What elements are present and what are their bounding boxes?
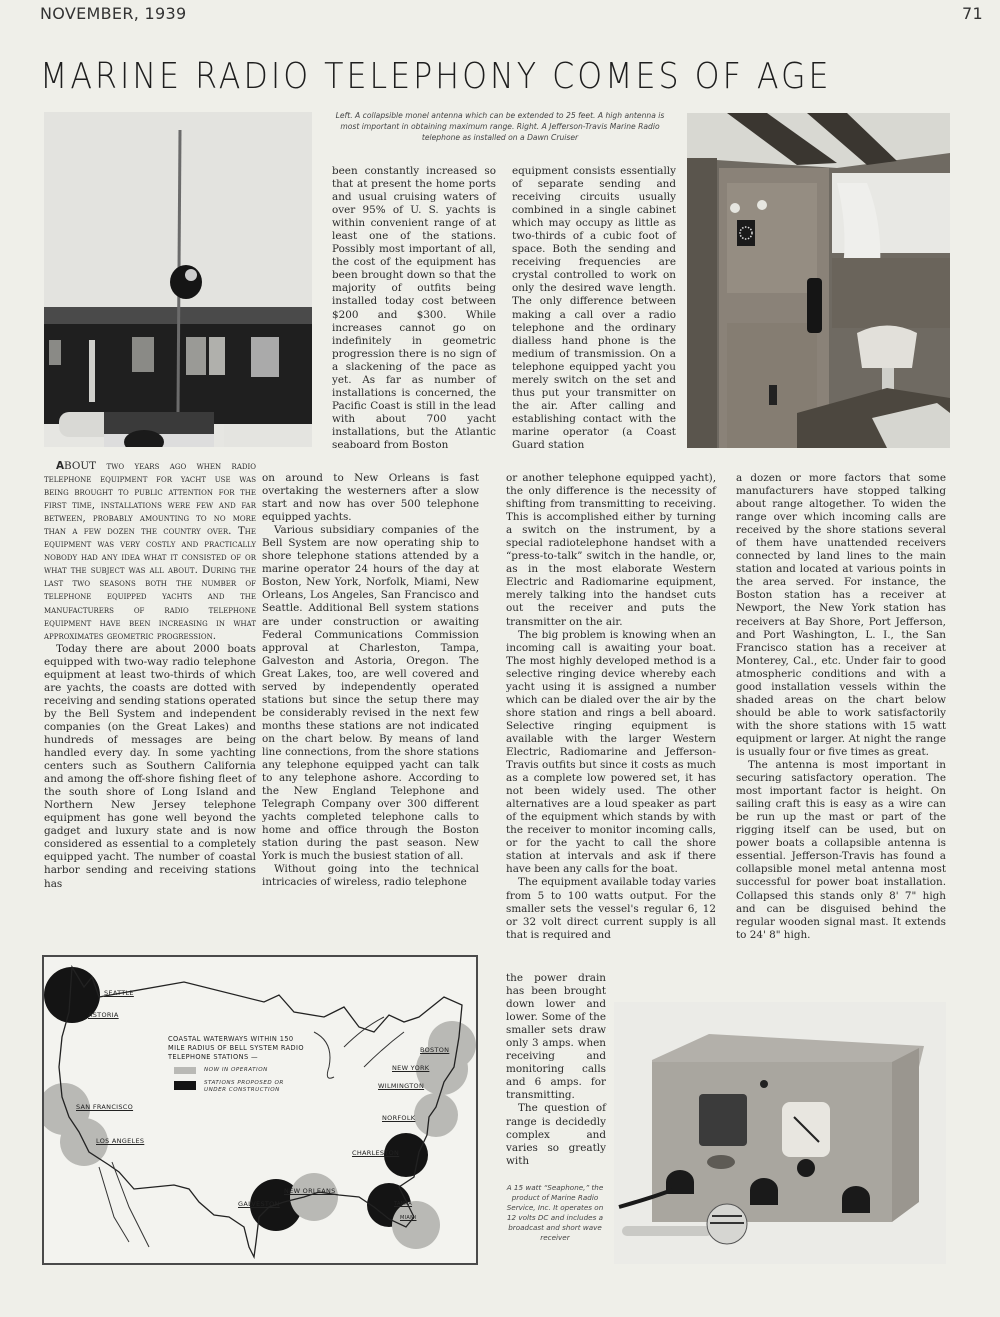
col3-narrow-paragraph-1: the power drain has been brought down lower and lower. Some of the smaller sets draw only 3 amps. when receiving and monitoring calls and 6 amps. for transmitting. [506,972,606,1102]
station-label-wilmington: WILMINGTON [378,1082,425,1090]
drop-cap: A [56,460,65,472]
col4-paragraph-2: The antenna is most important in securing satisfactory operation. The most important factor is height. On sailing craft this is easy as a wire can be run up the mast or part of the rigging itself can be used, but on power boats a collapsible antenna is essential. Jefferson-Travis has found a collapsible monel metal antenna most successful for power boat installation. Collapsed this stands only 8' 7" high and can be disguised behind the regular wooden signal mast. It extends to 24' 8" high. [736,759,946,941]
col4-paragraph-1: a dozen or more factors that some manufacturers have stopped talking about range altogether. To widen the range over which incoming calls are received by the shore stations several of them have unattended receivers connected by land lines to the main station and located at various points in the area served. For instance, the Boston station has a receiver at Newport, the New York station has receivers at Bay Shore, Port Jefferson, and Port Washington, L. I., the San Francisco station has a receiver at Monterey, Cal., etc. Under fair to good atmospheric conditions and with a good installation vessels within the shaded areas on the chart below should be able to work satisfactorily with the shore stations with 15 watt equipment or larger. At night the range is usually four or five times as great. [736,472,946,758]
column-3-top-text [512,165,676,452]
column-2-top-text [332,165,496,452]
column-1-text [44,460,256,891]
boston-coverage [428,1021,476,1069]
col3-top-paragraph: equipment consists essentially of separate sending and receiving circuits usually combined in a single cabinet which may occupy as little as two-thirds of a cubic foot of space. Both the sending and receiving frequencies are crystal controlled to work on only the desired wave length. The only difference between making a call over a radio telephone and the ordinary dialless hand phone is the medium of transmission. On a telephone equipped yacht you merely switch on the set and thus put your transmitter on the air. After calling and establishing contact with the marine operator (a Coast Guard station [512,165,676,451]
column-3-text [506,472,716,942]
antenna-photo [44,112,312,447]
col3-paragraph-3: The equipment available today varies from 5 to 100 watts output. For the smaller sets the vessel's regular 6, 12 or 32 volt direct current supply is all that is required and [506,876,716,941]
top-photo-caption: Left. A collapsible monel antenna which can be extended to 25 feet. A high antenna is most important in obtaining maximum range. Right. A Jefferson-Travis Marine Radio telephone as installed on a Dawn Cruiser [335,111,665,142]
station-label-new-york: NEW YORK [392,1064,430,1072]
station-label-los-angeles: LOS ANGELES [96,1137,145,1145]
norfolk-coverage [414,1093,458,1137]
map-legend-title: COASTAL WATERWAYS WITHIN 150 MILE RADIUS OF BELL SYSTEM RADIO TELEPHONE STATIONS — [168,1035,304,1061]
col1-paragraph-1-body: BOUT two years ago when radio telephone equipment for yacht use was being brought to public attention for the first time, installations were few and far between, probably amounting to no more than a few dozen the country over. The equipment was very costly and practically nobody had any idea what it consisted of or what the subject was all about. During the last two seasons both the number of telephone equipped yachts and the manufacturers of radio telephone equipment have been increasing in what approximates geometric progression. [44,460,256,642]
col2-top-paragraph: been constantly increased so that at present the home ports and usual cruising waters of over 95% of U. S. yachts is within convenient range of at least one of the stations. Possibly most important of all, the cost of the equipment has been brought down so that the majority of outfits being installed today cost between $200 and $300. While increases cannot go on indefinitely in geometric progression there is no sign of a slackening of the pace as yet. As far as number of installations is concerned, the Pacific Coast is still in the lead with about 700 yacht installations, but the Atlantic seaboard from Boston [332,165,496,451]
station-label-galveston: GALVESTON [238,1200,280,1208]
col2-paragraph-1: on around to New Orleans is fast overtaking the westerners after a slow start and now has over 500 telephone equipped yachts. [262,472,479,524]
coastal-coverage-map [42,955,478,1265]
col3-paragraph-2: The big problem is knowing when an incoming call is awaiting your boat. The most highly developed method is a selective ringing device whereby each yacht using it is assigned a number which can be dialed over the air by the shore station and rings a bell aboard. Selective ringing equipment is available with the larger Western Electric, Radiomarine and Jefferson-Travis outfits but since it costs as much as a complete low powered set, it has not been widely used. The other alternatives are a loud speaker as part of the equipment which stands by with the receiver to monitor incoming calls, or for the yacht to call the shore station at intervals and ask if there have been any calls for the boat. [506,628,716,876]
seaphone-radio-photo [614,1002,946,1264]
col1-paragraph-1 [44,460,256,643]
new-orleans-coverage [290,1173,338,1221]
station-label-boston: BOSTON [420,1046,450,1054]
antenna-photo-drawing [44,112,312,447]
col3-paragraph-1: or another telephone equipped yacht), the only difference is the necessity of shifting from transmitting to receiving. This is accomplished either by turning a switch on the instrument, by a special radiotelephone handset with a “press-to-talk” switch in the handle, or, as in the most elaborate Western Electric and Radiomarine equipment, merely talking into the handset cuts out the receiver and puts the transmitter on the air. [506,472,716,628]
legend-operation-label: NOW IN OPERATION [204,1067,268,1073]
legend-proposed-swatch [174,1081,196,1090]
station-label-astoria: ASTORIA [88,1011,119,1019]
station-label-charleston: CHARLESTON [352,1149,400,1157]
article-title: MARINE RADIO TELEPHONY COMES OF AGE [40,56,832,97]
col2-paragraph-2: Various subsidiary companies of the Bell System are now operating ship to shore telephone stations attended by a marine operator 24 hours of the day at Boston, New York, Norfolk, Miami, New Orleans, Los Angeles, San Francisco and Seattle. Additional Bell system stations are under construction or awaiting Federal Communications Commission approval at Charleston, Tampa, Galveston and Astoria, Oregon. The Great Lakes, too, are well covered and served by independently operated stations but since the setup there may be considerably revised in the next few months these stations are not indicated on the chart below. By means of land line connections, from the shore stations any telephone equipped yacht can talk to any telephone ashore. According to the New England Telephone and Telegraph Company over 300 different yachts completed telephone calls to home and office through the Boston station during the past season. New York is much the busiest station of all. [262,524,479,863]
station-label-new-orleans: NEW ORLEANS [284,1187,336,1195]
column-3-narrow-text [506,972,606,1168]
legend-operation-swatch [174,1067,196,1074]
station-label-miami: MIAMI [400,1215,417,1221]
col3-narrow-paragraph-2: The question of range is decidedly complex and varies so greatly with [506,1102,606,1167]
station-label-norfolk: NORFOLK [382,1114,416,1122]
column-4-text [736,472,946,942]
station-label-seattle: SEATTLE [104,989,134,997]
col1-paragraph-2: Today there are about 2000 boats equipped with two-way radio telephone equipment at least two-thirds of which are yachts, the coasts are dotted with receiving and sending stations operated by the Bell System and independent companies (on the Great Lakes) and hundreds of messages are being handled every day. In some yachting centers such as Southern California and among the off-shore fishing fleet of the south shore of Long Island and Northern New Jersey telephone equipment has gone well beyond the gadget and luxury state and is now considered as essential to a completely equipped yacht. The number of coastal harbor sending and receiving stations has [44,642,256,890]
station-label-tampa: TAMPA [394,1201,413,1207]
radio-photo-drawing [614,1002,946,1264]
station-label-san-francisco: SAN FRANCISCO [76,1103,134,1111]
legend-proposed-label: STATIONS PROPOSED OR UNDER CONSTRUCTION [204,1080,284,1093]
col2-paragraph-3: Without going into the technical intricacies of wireless, radio telephone [262,863,479,889]
cabin-photo-drawing [687,113,950,448]
radio-photo-caption: A 15 watt “Seaphone,” the product of Marine Radio Service, Inc. It operates on 12 volts DC and includes a broadcast and short wave receiver [506,1183,604,1242]
cabin-telephone-photo [687,113,950,448]
column-2-text [262,472,479,890]
issue-date: NOVEMBER, 1939 [40,4,187,23]
miami-coverage [392,1201,440,1249]
page-number: 71 [962,4,983,23]
